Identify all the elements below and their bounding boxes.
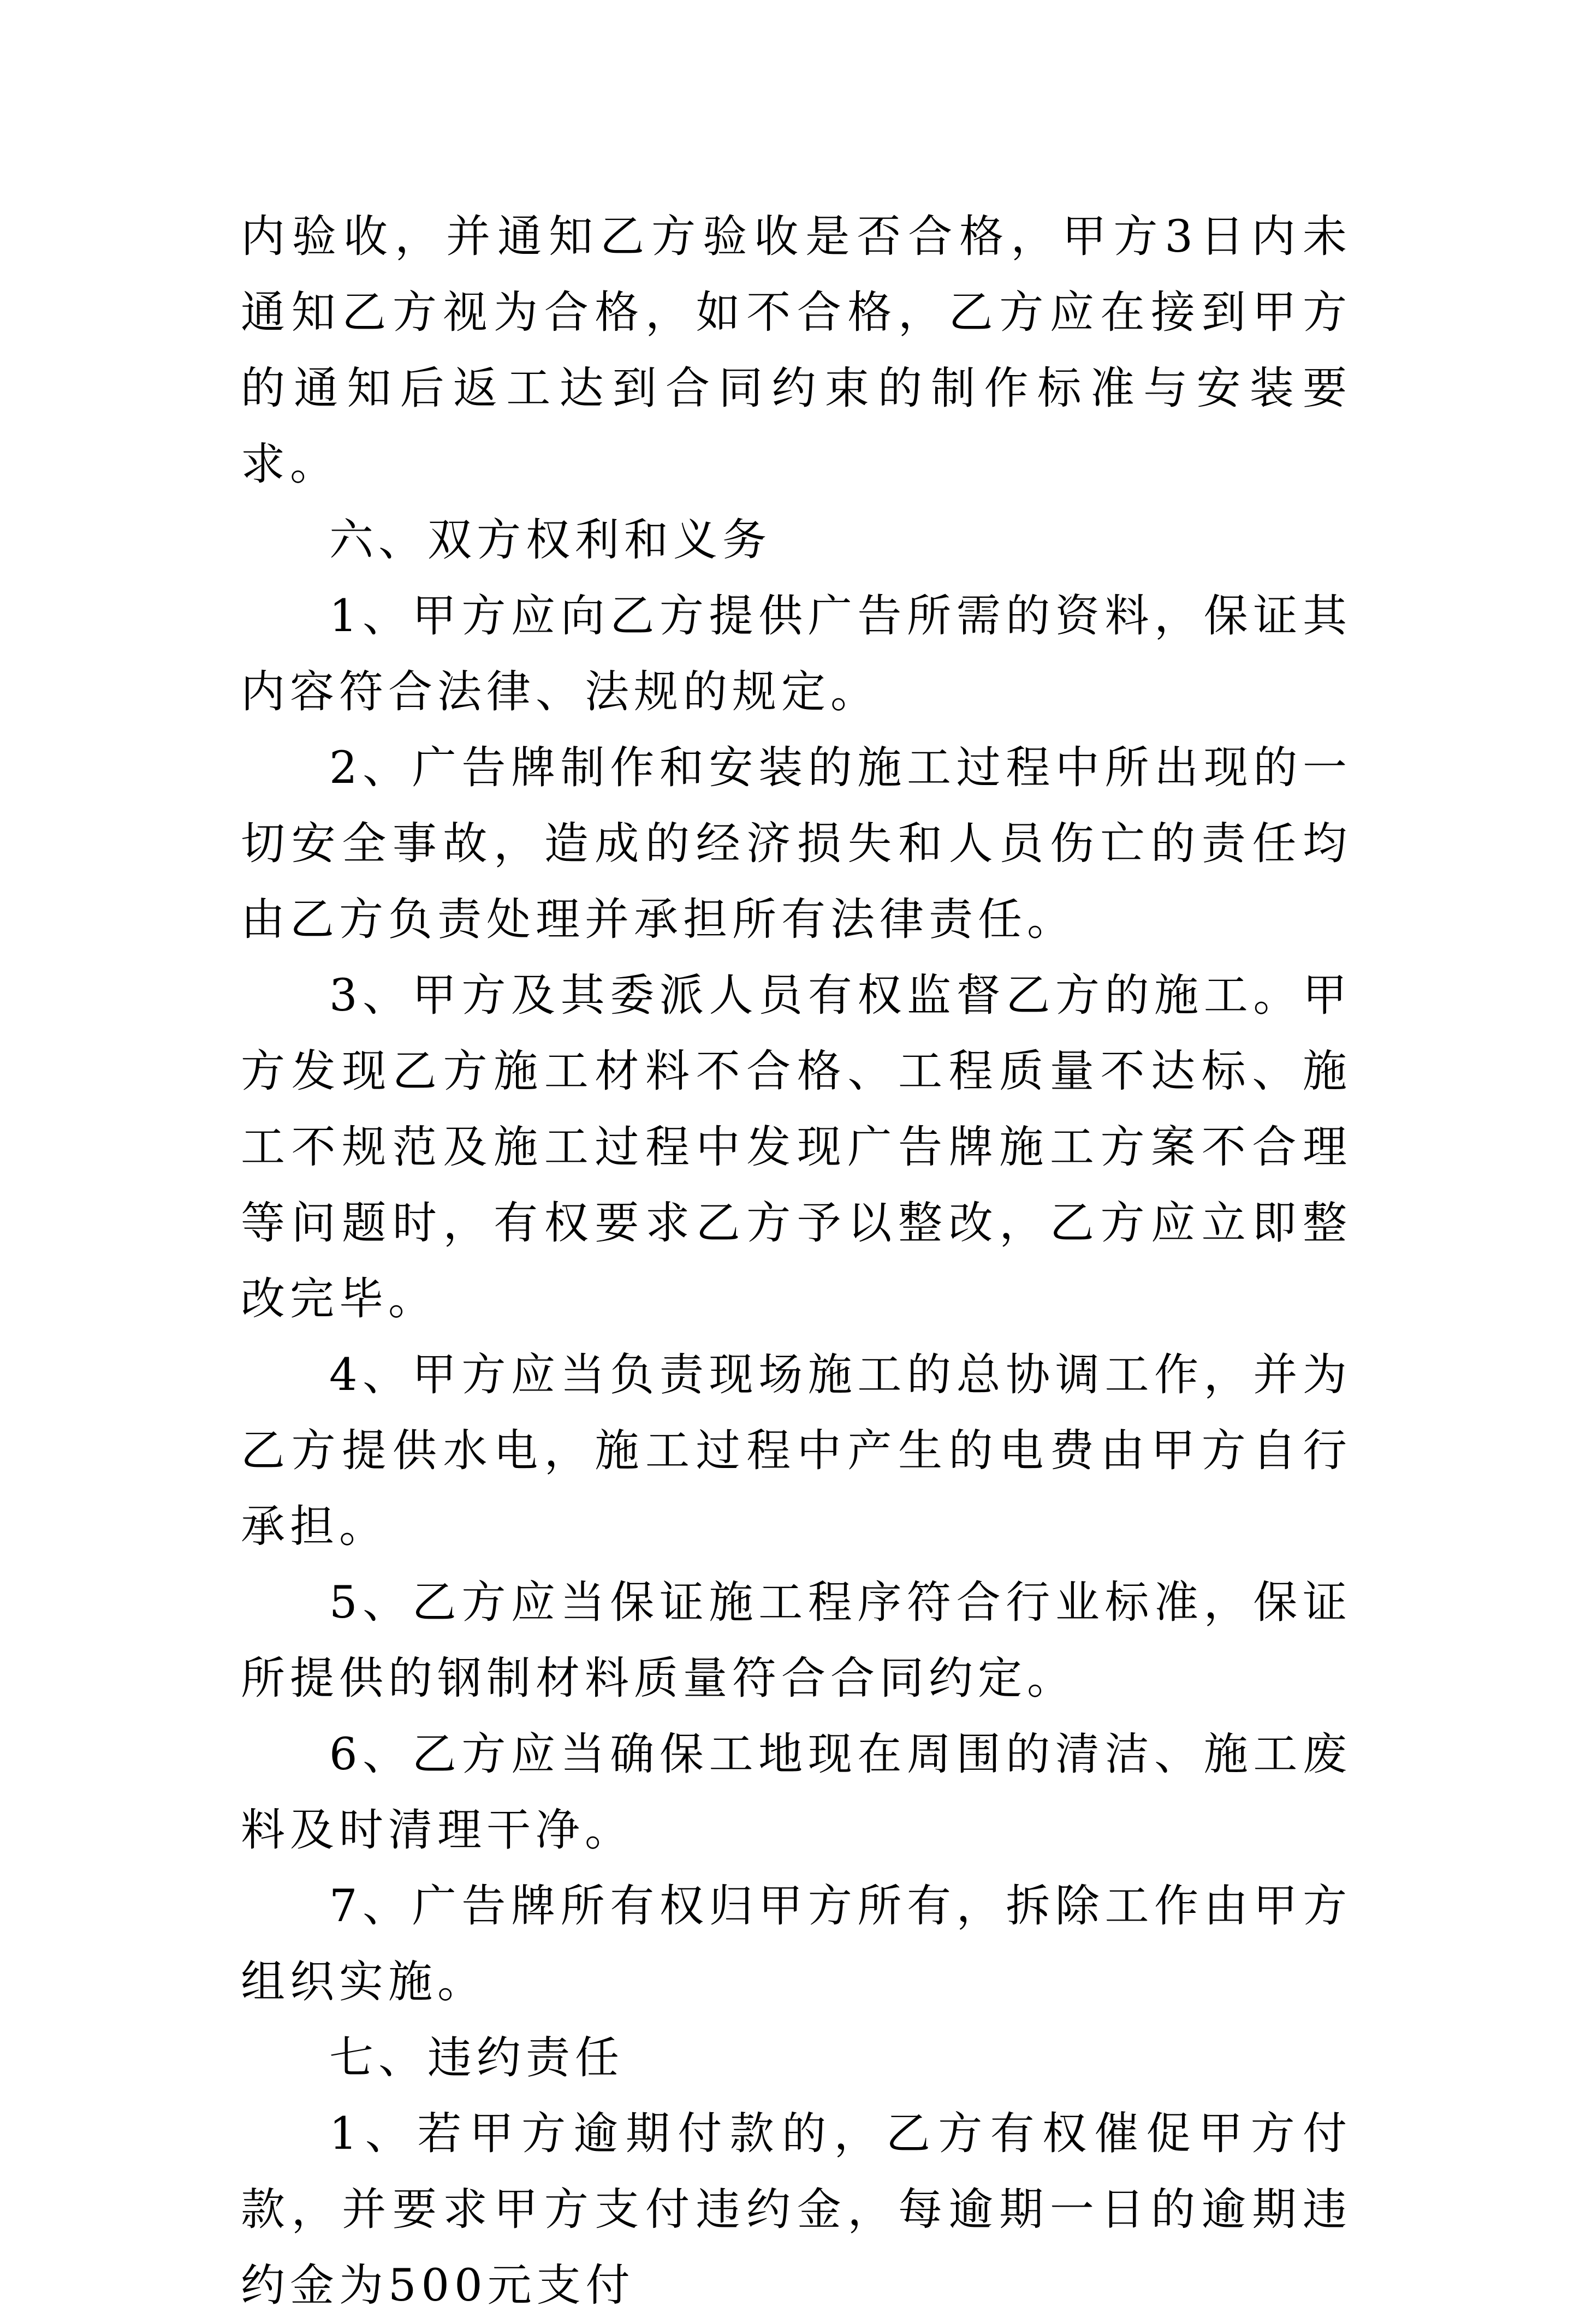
section-heading-rights-obligations: 六、双方权利和义务 xyxy=(329,515,772,566)
paragraph-clause-7-1: 1、若甲方逾期付款的，乙方有权催促甲方付款，并要求甲方支付违约金，每逾期一日的逾期违约金为500元支付 xyxy=(241,2108,1352,2311)
section-heading-breach-liability: 七、违约责任 xyxy=(329,2032,625,2084)
paragraph-clause-6-3: 3、甲方及其委派人员有权监督乙方的施工。甲方发现乙方施工材料不合格、工程质量不达标、施工不规范及施工过程中发现广告牌施工方案不合理等问题时，有权要求乙方予以整改，乙方应立即整改完毕。 xyxy=(241,970,1352,1325)
paragraph-acceptance-clause: 内验收，并通知乙方验收是否合格，甲方3日内未通知乙方视为合格，如不合格，乙方应在接到甲方的通知后返工达到合同约束的制作标准与安装要求。 xyxy=(241,211,1352,490)
paragraph-clause-6-6: 6、乙方应当确保工地现在周围的清洁、施工废料及时清理干净。 xyxy=(241,1729,1352,1856)
paragraph-clause-6-4: 4、甲方应当负责现场施工的总协调工作，并为乙方提供水电，施工过程中产生的电费由甲方自行承担。 xyxy=(241,1350,1352,1553)
paragraph-clause-6-1: 1、甲方应向乙方提供广告所需的资料，保证其内容符合法律、法规的规定。 xyxy=(241,591,1352,718)
paragraph-clause-6-5: 5、乙方应当保证施工程序符合行业标准，保证所提供的钢制材料质量符合合同约定。 xyxy=(241,1577,1352,1704)
paragraph-clause-6-7: 7、广告牌所有权归甲方所有，拆除工作由甲方组织实施。 xyxy=(241,1881,1352,2008)
document-body xyxy=(241,199,1352,2324)
paragraph-clause-6-2: 2、广告牌制作和安装的施工过程中所出现的一切安全事故，造成的经济损失和人员伤亡的责任均由乙方负责处理并承担所有法律责任。 xyxy=(241,742,1352,946)
